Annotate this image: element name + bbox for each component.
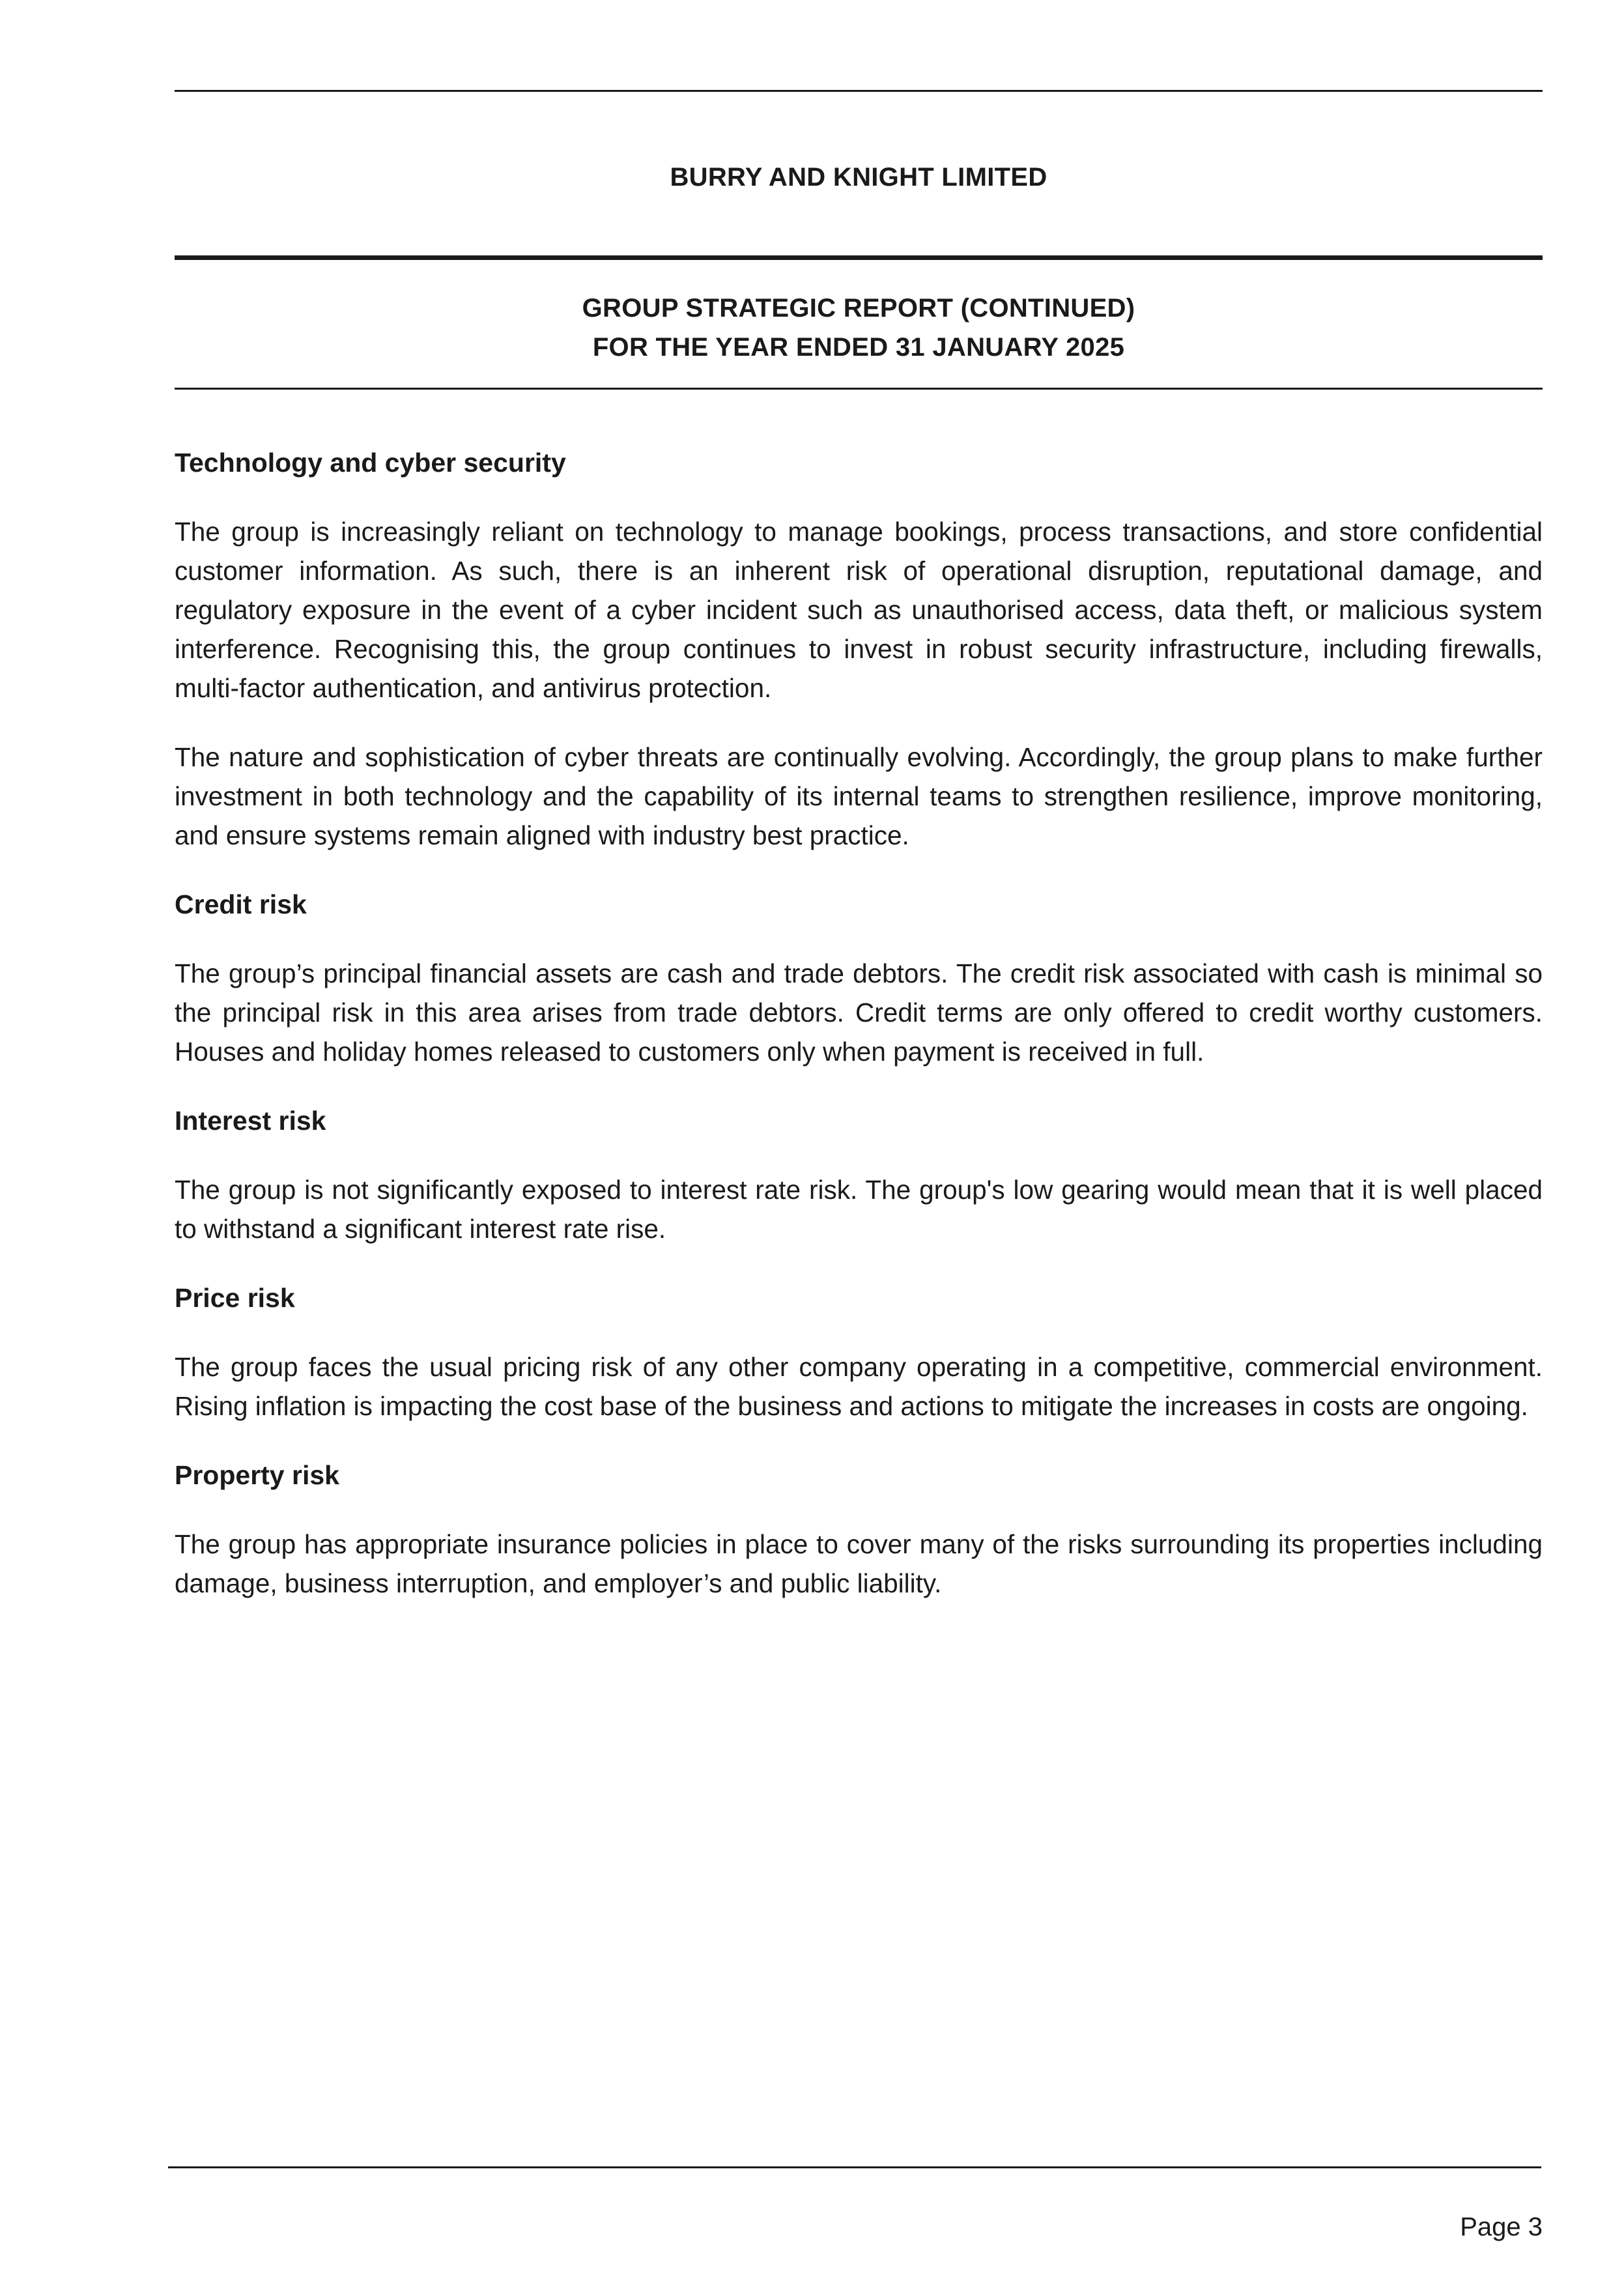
section-paragraph: The nature and sophistication of cyber threats are continually evolving. Accordingly, the group plans to make further investment in both technology and the capability of its internal teams to strengthen resilience, improve monitoring, and ensure systems remain aligned with industry best practice. [175, 742, 1543, 850]
top-rule [175, 90, 1543, 92]
section-heading: Interest risk [175, 1106, 326, 1136]
section-heading: Price risk [175, 1283, 295, 1313]
section-interest-risk [175, 1101, 1543, 1248]
report-title: GROUP STRATEGIC REPORT (CONTINUED) [582, 294, 1135, 323]
section-credit-risk [175, 885, 1543, 1071]
footer-rule [168, 2166, 1541, 2168]
section-heading: Technology and cyber security [175, 448, 566, 478]
report-period: FOR THE YEAR ENDED 31 JANUARY 2025 [592, 333, 1125, 362]
section-paragraph: The group faces the usual pricing risk of any other company operating in a competitive, commercial environment. Rising inflation is impacting the cost base of the business and actions to mitigate the increases in costs are ongoing. [175, 1352, 1543, 1421]
page-number: Page 3 [1460, 2213, 1543, 2241]
report-body [175, 443, 1543, 1603]
section-paragraph: The group’s principal financial assets are cash and trade debtors. The credit risk associated with cash is minimal so the principal risk in this area arises from trade debtors. Credit terms are only offered to credit worthy customers. Houses and holiday homes released to customers only when payment is received in full. [175, 958, 1543, 1067]
section-paragraph: The group is not significantly exposed to interest rate risk. The group's low gearing would mean that it is well placed to withstand a significant interest rate rise. [175, 1175, 1543, 1244]
section-heading: Credit risk [175, 889, 307, 919]
section-technology-cyber-security [175, 443, 1543, 855]
section-property-risk [175, 1456, 1543, 1603]
header-thick-rule [175, 255, 1543, 260]
section-paragraph: The group has appropriate insurance policies in place to cover many of the risks surrounding its properties including damage, business interruption, and employer’s and public liability. [175, 1529, 1543, 1598]
company-name: BURRY AND KNIGHT LIMITED [670, 163, 1047, 192]
section-heading: Property risk [175, 1460, 339, 1490]
section-paragraph: The group is increasingly reliant on technology to manage bookings, process transactions, and store confidential customer information. As such, there is an inherent risk of operational disruption, reputational damage, and regulatory exposure in the event of a cyber incident such as unauthorised access, data theft, or malicious system interference. Recognising this, the group continues to invest in robust security infrastructure, including firewalls, multi-factor authentication, and antivirus protection. [175, 517, 1543, 703]
header-bottom-rule [175, 388, 1543, 390]
section-price-risk [175, 1278, 1543, 1426]
